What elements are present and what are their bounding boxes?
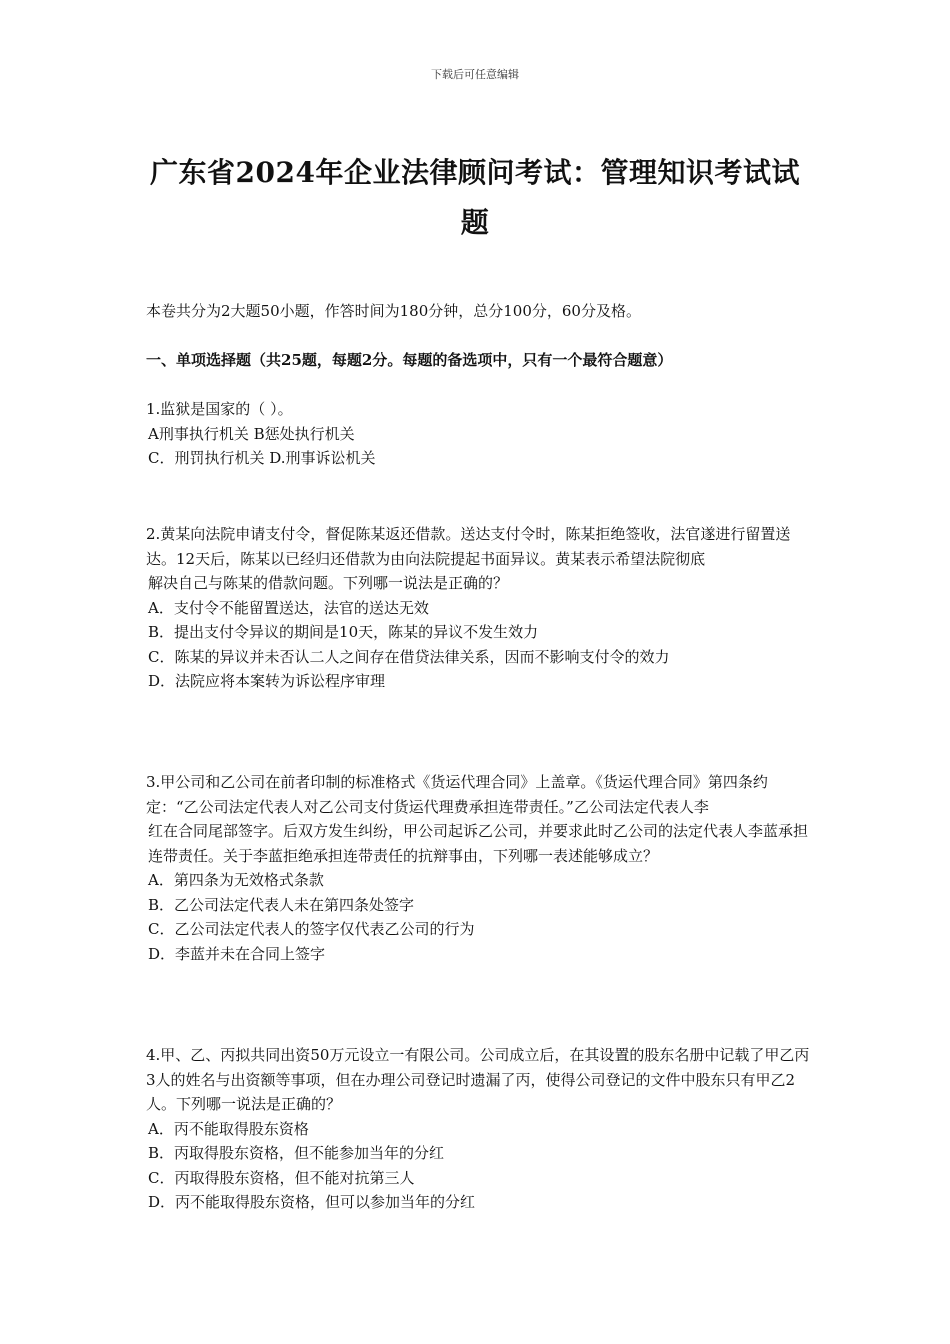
exam-intro: 本卷共分为2大题50小题，作答时间为180分钟，总分100分，60分及格。 bbox=[146, 302, 641, 320]
document-title: 广东省2024年企业法律顾问考试：管理知识考试试题 bbox=[150, 156, 800, 239]
question-option: B．丙取得股东资格，但不能参加当年的分红 bbox=[148, 1144, 445, 1162]
question-option: C．乙公司法定代表人的签字仅代表乙公司的行为 bbox=[148, 920, 475, 938]
page-header: 下载后可任意编辑 bbox=[431, 68, 519, 81]
question-option: B．乙公司法定代表人未在第四条处签字 bbox=[148, 895, 415, 914]
question-3 bbox=[146, 770, 811, 966]
question-2 bbox=[146, 522, 811, 694]
question-option: B．提出支付令异议的期间是10天，陈某的异议不发生效力 bbox=[148, 623, 539, 641]
question-stem: 2.黄某向法院申请支付令，督促陈某返还借款。送达支付令时，陈某拒绝签收，法官遂进行留置送达。12天后，陈某以已经归还借款为由向法院提起书面异议。黄某表示希望法院彻底 bbox=[146, 525, 791, 568]
question-stem: 4.甲、乙、丙拟共同出资50万元设立一有限公司。公司成立后，在其设置的股东名册中记载了甲乙丙3人的姓名与出资额等事项，但在办理公司登记时遗漏了丙，使得公司登记的文件中股东只有甲乙2人。下列哪一说法是正确的？ bbox=[146, 1046, 810, 1113]
question-option: A．第四条为无效格式条款 bbox=[148, 871, 324, 889]
question-option: C．陈某的异议并未否认二人之间存在借贷法律关系，因而不影响支付令的效力 bbox=[148, 647, 670, 666]
question-option: C．丙取得股东资格，但不能对抗第三人 bbox=[148, 1168, 415, 1187]
question-stem: 3.甲公司和乙公司在前者印制的标准格式《货运代理合同》上盖章。《货运代理合同》第四条约定：“乙公司法定代表人对乙公司支付货运代理费承担连带责任。”乙公司法定代表人李 bbox=[146, 773, 768, 816]
question-4 bbox=[146, 1043, 811, 1215]
question-option: A．丙不能取得股东资格 bbox=[148, 1119, 309, 1138]
question-option: A刑事执行机关 B惩处执行机关 bbox=[148, 424, 355, 443]
question-option: D．法院应将本案转为诉讼程序审理 bbox=[148, 672, 386, 690]
question-1 bbox=[146, 397, 811, 471]
question-stem-continued: 红在合同尾部签字。后双方发生纠纷，甲公司起诉乙公司，并要求此时乙公司的法定代表人李蓝承担连带责任。关于李蓝拒绝承担连带责任的抗辩事由，下列哪一表述能够成立？ bbox=[148, 822, 809, 865]
question-option: C．刑罚执行机关 D.刑事诉讼机关 bbox=[148, 449, 376, 467]
question-option: D．丙不能取得股东资格，但可以参加当年的分红 bbox=[148, 1193, 476, 1211]
question-stem: 1.监狱是国家的（ ）。 bbox=[146, 400, 293, 418]
question-option: D．李蓝并未在合同上签字 bbox=[148, 944, 326, 963]
question-stem-continued: 解决自己与陈某的借款问题。下列哪一说法是正确的？ bbox=[148, 574, 509, 592]
section-heading: 一、单项选择题（共25题，每题2分。每题的备选项中，只有一个最符合题意） bbox=[146, 351, 673, 369]
question-option: A．支付令不能留置送达，法官的送达无效 bbox=[148, 598, 429, 617]
